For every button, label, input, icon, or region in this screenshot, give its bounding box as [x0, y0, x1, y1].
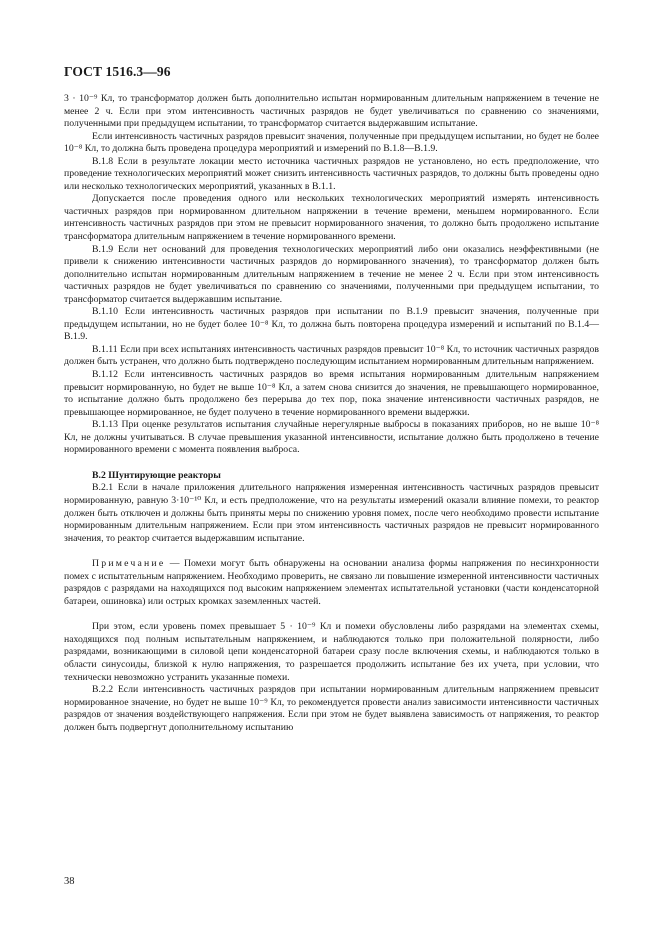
document-body [64, 93, 599, 734]
document-header: ГОСТ 1516.3—96 [64, 64, 171, 79]
paragraph: При этом, если уровень помех превышает 5 · 10⁻⁹ Кл и помехи обусловлены либо разрядами на элементах схемы, находящихся под полным испытательным напряжением, и наблюдаются только при положительной полярности, либо разрядами, возникающими в силовой цепи конденсаторной батареи сразу после включения схемы, и наблюдаются только в области синусоиды, близкой к нулю напряжения, то разрешается продолжить испытание без их учета, при условии, что технически невозможно устранить указанные помехи. [64, 621, 599, 683]
paragraph: Если интенсивность частичных разрядов превысит значения, полученные при предыдущем испытании, но будет не более 10⁻⁸ Кл, то должна быть проведена процедура мероприятий и измерений по В.1.8—В.1.9. [64, 130, 599, 155]
clause-b-1-11: В.1.11 Если при всех испытаниях интенсивность частичных разрядов превысит 10⁻⁸ Кл, то источник частичных разрядов должен быть устранен, что должно быть подтверждено последующим испытанием нормированным длительным напряжением. [64, 343, 599, 368]
clause-b-2-1: В.2.1 Если в начале приложения длительного напряжения измеренная интенсивность частичных разрядов превысит нормированную, равную 3·10⁻¹⁰ Кл, и есть предположение, что на результаты измерений оказали влияние помехи, то реактор должен быть отключен и должны быть приняты меры по снижению уровня помех, после чего необходимо провести испытание нормированным длительным напряжением. Если при этом интенсивность частичных разрядов не превысит нормированного значения, то реактор считается выдержавшим испытание. [64, 482, 599, 544]
paragraph-continuation: 3 · 10⁻⁹ Кл, то трансформатор должен быть дополнительно испытан нормированным длительным напряжением в течение не менее 2 ч. Если при этом интенсивность частичных разрядов не будет увеличиваться по сравнению со значениями, полученными при предыдущем испытании, то трансформатор считается выдержавшим испытание. [64, 93, 599, 130]
note-text: — Помехи могут быть обнаружены на основании анализа формы напряжения по несинхронности помех с испытательным напряжением. Необходимо проверить, не связано ли повышение измеренной интенсивности частичных разрядов с разрядами на находящихся под высоким напряжением элементах испытательной установки (части конденсаторной батареи, ошиновка) или острых кромках заземленных частей. [64, 558, 599, 607]
clause-b-1-9: В.1.9 Если нет оснований для проведения технологических мероприятий либо они оказались неэффективными (не привели к снижению интенсивности частичных разрядов до нормированного значения), то трансформатор должен быть дополнительно испытан нормированным длительным напряжением в течение не менее 2 ч. Если при этом интенсивность частичных разрядов не будет увеличиваться по сравнению со значениями, полученными при предыдущем испытании, то трансформатор считается выдержавшим испытание. [64, 243, 599, 305]
clause-b-1-12: В.1.12 Если интенсивность частичных разрядов во время испытания нормированным длительным напряжением превысит нормированную, но будет не выше 10⁻⁸ Кл, а затем снова снизится до значения, не превышающего нормированное, то испытание должно быть продолжено без перерыва до тех пор, пока значение интенсивности частичных разрядов, не превышающее нормированное, не будет получено в течение нормированного времени выдержки. [64, 369, 599, 418]
clause-b-2-2: В.2.2 Если интенсивность частичных разрядов при испытании нормированным длительным напряжением превысит нормированное значение, но будет не выше 10⁻⁹ Кл, то рекомендуется провести анализ зависимости интенсивности частичных разрядов от значения воздействующего напряжения. Если при этом не будет выявлена зависимость от напряжения, то реактор должен быть подвергнут дополнительному испытанию [64, 684, 599, 733]
note-label: Примечание [92, 558, 166, 570]
note-paragraph [64, 558, 599, 608]
clause-b-1-13: В.1.13 При оценке результатов испытания случайные нерегулярные выбросы в показаниях приборов, но не выше 10⁻⁸ Кл, не должны учитываться. В случае превышения указанной интенсивности, испытание должно быть продолжено в течение нормированного времени с момента появления выброса. [64, 419, 599, 456]
page-number: 38 [64, 876, 75, 887]
paragraph: Допускается после проведения одного или нескольких технологических мероприятий измерять интенсивность частичных разрядов при нормированном длительном напряжении в течение времени, меньшем нормированного. Если интенсивность частичных разрядов при этом не превысит нормированного значения, то должно быть продолжено испытание трансформатора длительным напряжением в течение нормированного времени. [64, 193, 599, 243]
clause-b-1-8: В.1.8 Если в результате локации место источника частичных разрядов не установлено, но есть предположение, что проведение технологических мероприятий может снизить интенсивность частичных разрядов, то должны быть проведены одно или несколько технологических мероприятий, указанных в В.1.1. [64, 155, 599, 192]
section-title: В.2 Шунтирующие реакторы [92, 469, 221, 481]
clause-b-1-10: В.1.10 Если интенсивность частичных разрядов при испытании по В.1.9 превысит значения, полученные при предыдущем испытании, но не будет более 10⁻⁸ Кл, то должна быть повторена процедура измерений и испытаний по В.1.4—В.1.9. [64, 306, 599, 343]
